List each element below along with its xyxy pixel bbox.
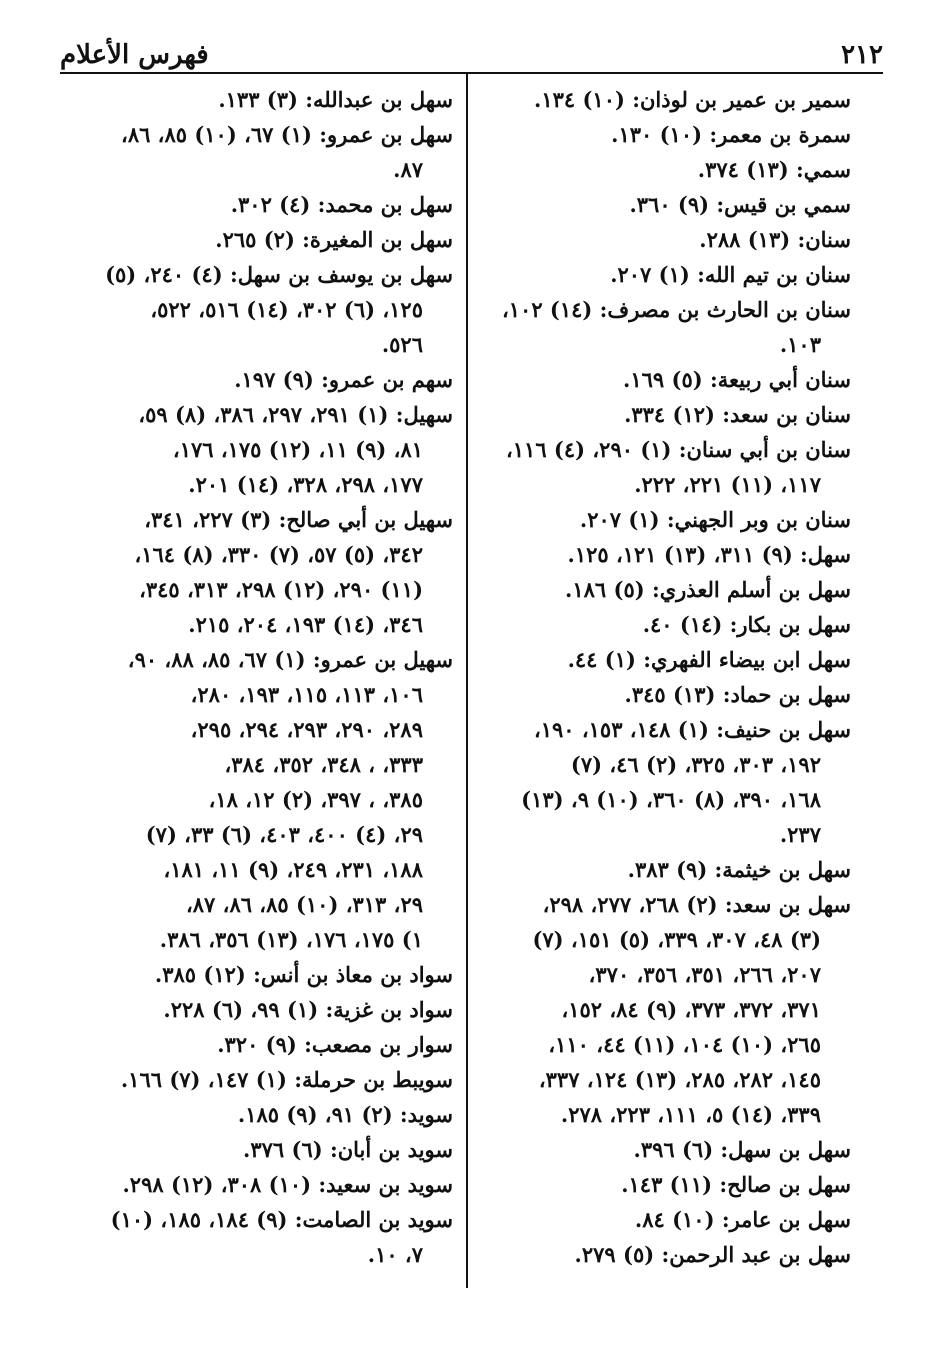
index-entry bbox=[478, 887, 851, 1132]
entry-continuation: ٢٠٧، ٢٦٦، ٣٥١، ٣٥٦، ٣٧٠، bbox=[588, 962, 821, 987]
entry-line: سهل بن عبدالله: (٣) ١٣٣. bbox=[218, 87, 453, 112]
header-rule bbox=[60, 72, 883, 74]
entry-line: سهل بن صالح: (١١) ١٤٣. bbox=[621, 1172, 851, 1197]
entry-line: سويد بن أبان: (٦) ٣٧٦. bbox=[243, 1137, 453, 1162]
entry-continuation: ٧، ١٠. bbox=[367, 1242, 423, 1267]
entry-line: سهل بن حماد: (١٣) ٣٤٥. bbox=[624, 682, 851, 707]
index-entry bbox=[478, 537, 851, 572]
entry-line: سهل بن عامر: (١٠) ٨٤. bbox=[634, 1207, 851, 1232]
entry-continuation: (١١) ٢٩٠، (١٢) ٢٩٨، ٣١٣، ٣٤٥، bbox=[139, 577, 423, 602]
entry-line: سنان بن وبر الجهني: (١) ٢٠٧. bbox=[579, 507, 851, 532]
entry-line: سويبط بن حرملة: (١) ١٤٧، (٧) ١٦٦. bbox=[120, 1067, 453, 1092]
index-entry bbox=[78, 117, 453, 187]
index-entry bbox=[78, 1132, 453, 1167]
entry-line: سهل بن عمرو: (١) ٦٧، (١٠) ٨٥، ٨٦، bbox=[121, 122, 453, 147]
entry-line: سنان بن أبي سنان: (١) ٢٩٠، (٤) ١١٦، bbox=[505, 437, 851, 462]
index-entry bbox=[478, 852, 851, 887]
index-entry bbox=[478, 1167, 851, 1202]
entry-continuation: ٣٧١، ٣٧٢، ٣٧٣، (٩) ٨٤، ١٥٢، bbox=[561, 997, 821, 1022]
entry-continuation: ١٩٢، ٣٠٣، ٣٢٥، (٢) ٤٦، (٧) bbox=[570, 752, 821, 777]
index-entry bbox=[478, 117, 851, 152]
index-entry bbox=[78, 362, 453, 397]
entry-line: سنان بن الحارث بن مصرف: (١٤) ١٠٢، bbox=[501, 297, 851, 322]
right-column bbox=[478, 82, 851, 1272]
index-entry bbox=[478, 607, 851, 642]
index-entry bbox=[478, 257, 851, 292]
entry-line: سنان بن تيم الله: (١) ٢٠٧. bbox=[610, 262, 851, 287]
running-title: فهرس الأعلام bbox=[60, 40, 209, 70]
entry-line: سهيل بن عمرو: (١) ٦٧، ٨٥، ٨٨، ٩٠، bbox=[127, 647, 453, 672]
entry-line: سهل بن خيثمة: (٩) ٣٨٣. bbox=[627, 857, 851, 882]
page-number: ٢١٢ bbox=[841, 40, 883, 70]
entry-line: سهل بن يوسف بن سهل: (٤) ٢٤٠، (٥) bbox=[105, 262, 453, 287]
index-entry bbox=[78, 957, 453, 992]
index-entry bbox=[78, 222, 453, 257]
entry-continuation: ١٠٦، ١١٣، ١١٥، ١٩٣، ٢٨٠، bbox=[190, 682, 423, 707]
index-entry bbox=[78, 1027, 453, 1062]
entry-line: سويد بن الصامت: (٩) ١٨٤، ١٨٥، (١٠) bbox=[110, 1207, 453, 1232]
entry-continuation: ٢٩، ٣١٣، (١٠) ٨٥، ٨٦، ٨٧، bbox=[186, 892, 423, 917]
index-entry bbox=[478, 712, 851, 852]
entry-continuation: (٣) ٤٨، ٣٠٧، ٣٣٩، (٥) ١٥١، (٧) bbox=[532, 927, 821, 952]
index-entry bbox=[478, 362, 851, 397]
index-entry bbox=[78, 642, 453, 957]
entry-line: سهل بن محمد: (٤) ٣٠٢. bbox=[230, 192, 453, 217]
entry-line: سمير بن عمير بن لوذان: (١٠) ١٣٤. bbox=[534, 87, 851, 112]
entry-line: سنان: (١٣) ٢٨٨. bbox=[699, 227, 851, 252]
index-entry bbox=[78, 187, 453, 222]
entry-continuation: ٢٣٧. bbox=[779, 822, 821, 847]
entry-continuation: ١١٧، (١١) ٢٢١، ٢٢٢. bbox=[634, 472, 821, 497]
index-entry bbox=[78, 1097, 453, 1132]
entry-continuation: ٣٣٩، (١٤) ٥، ١١١، ٢٢٣، ٢٧٨. bbox=[560, 1102, 821, 1127]
entry-line: سويد بن سعيد: (١٠) ٣٠٨، (١٢) ٢٩٨. bbox=[122, 1172, 453, 1197]
entry-continuation: ١٦٨، ٣٩٠، (٨) ٣٦٠، (١٠) ٩، (١٣) bbox=[521, 787, 821, 812]
entry-continuation: ٣٤٢، (٥) ٥٧، (٧) ٣٣٠، (٨) ١٦٤، bbox=[134, 542, 423, 567]
index-entry bbox=[478, 222, 851, 257]
index-entry bbox=[478, 1237, 851, 1272]
index-entry bbox=[78, 397, 453, 502]
index-entry bbox=[78, 502, 453, 642]
index-entry bbox=[78, 992, 453, 1027]
index-entry bbox=[478, 152, 851, 187]
entry-line: سهيل: (١) ٢٩١، ٢٩٧، ٣٨٦، (٨) ٥٩، bbox=[138, 402, 453, 427]
entry-line: سهل بن سهل: (٦) ٣٩٦. bbox=[633, 1137, 851, 1162]
entry-continuation: ١٢٥، (٦) ٣٠٢، (١٤) ٥١٦، ٥٢٢، bbox=[150, 297, 423, 322]
entry-line: سهل بن حنيف: (١) ١٤٨، ١٥٣، ١٩٠، bbox=[533, 717, 851, 742]
entry-line: سواد بن معاذ بن أنس: (١٢) ٣٨٥. bbox=[154, 962, 453, 987]
index-entry bbox=[78, 1062, 453, 1097]
index-entry bbox=[478, 292, 851, 362]
entry-line: سهل بن بكار: (١٤) ٤٠. bbox=[642, 612, 851, 637]
index-entry bbox=[478, 677, 851, 712]
entry-continuation: ٢٦٥، (١٠) ١٠٤، (١١) ٤٤، ١١٠، bbox=[548, 1032, 821, 1057]
index-entry bbox=[78, 82, 453, 117]
entry-line: سهل ابن بيضاء الفهري: (١) ٤٤. bbox=[567, 647, 851, 672]
entry-continuation: ٨٧. bbox=[393, 157, 423, 182]
entry-continuation: ٨١، (٩) ١١، (١٢) ١٧٥، ١٧٦، bbox=[172, 437, 423, 462]
entry-continuation: ٢٩، (٤) ٤٠٠، ٤٠٣، (٦) ٣٣، (٧) bbox=[145, 822, 423, 847]
entry-continuation: ١٧٧، ٢٩٨، ٣٢٨، (١٤) ٢٠١. bbox=[188, 472, 423, 497]
index-entry bbox=[478, 502, 851, 537]
entry-line: سمي: (١٣) ٣٧٤. bbox=[697, 157, 851, 182]
entry-line: سنان أبي ربيعة: (٥) ١٦٩. bbox=[623, 367, 851, 392]
index-entry bbox=[478, 572, 851, 607]
index-entry bbox=[478, 82, 851, 117]
entry-line: سهل بن المغيرة: (٢) ٢٦٥. bbox=[215, 227, 453, 252]
index-entry bbox=[478, 397, 851, 432]
index-entry bbox=[478, 187, 851, 222]
entry-line: سهل بن سعد: (٢) ٢٦٨، ٢٧٧، ٢٩٨، bbox=[542, 892, 851, 917]
entry-continuation: ١٤٥، ٢٨٢، ٢٨٥، (١٣) ١٢٤، ٣٣٧، bbox=[538, 1067, 821, 1092]
entry-line: سويد: (٢) ٩١، (٩) ١٨٥. bbox=[237, 1102, 453, 1127]
entry-line: سمي بن قيس: (٩) ٣٦٠. bbox=[629, 192, 851, 217]
index-entry bbox=[78, 1202, 453, 1272]
entry-continuation: ١) ١٧٥، ١٧٦، (١٣) ٣٥٦، ٣٨٦. bbox=[159, 927, 423, 952]
index-entry bbox=[478, 1132, 851, 1167]
entry-line: سنان بن سعد: (١٢) ٣٣٤. bbox=[624, 402, 851, 427]
left-column bbox=[78, 82, 453, 1272]
entry-line: سهل: (٩) ٣١١، (١٣) ١٢١، ١٢٥. bbox=[567, 542, 851, 567]
entry-line: سهم بن عمرو: (٩) ١٩٧. bbox=[234, 367, 453, 392]
entry-continuation: ٣٣٣، ، ٣٤٨، ٣٥٢، ٣٨٤، bbox=[224, 752, 423, 777]
column-divider bbox=[466, 74, 468, 1288]
entry-line: سهيل بن أبي صالح: (٣) ٢٢٧، ٣٤١، bbox=[144, 507, 453, 532]
page-header bbox=[60, 28, 883, 70]
index-entry bbox=[78, 1167, 453, 1202]
entry-line: سواد بن غزية: (١) ٩٩، (٦) ٢٢٨. bbox=[163, 997, 453, 1022]
entry-continuation: ١٠٣. bbox=[779, 332, 821, 357]
entry-line: سمرة بن معمر: (١٠) ١٣٠. bbox=[611, 122, 851, 147]
entry-continuation: ٥٢٦. bbox=[381, 332, 423, 357]
index-entry bbox=[478, 642, 851, 677]
entry-continuation: ٣٨٥، ، ٣٩٧، (٢) ١٢، ١٨، bbox=[208, 787, 423, 812]
entry-line: سهل بن أسلم العذري: (٥) ١٨٦. bbox=[565, 577, 851, 602]
entry-line: سهل بن عبد الرحمن: (٥) ٢٧٩. bbox=[574, 1242, 851, 1267]
index-entry bbox=[78, 257, 453, 362]
index-entry bbox=[478, 1202, 851, 1237]
entry-continuation: ٢٨٩، ٢٩٠، ٢٩٣، ٢٩٤، ٢٩٥، bbox=[190, 717, 423, 742]
entry-line: سوار بن مصعب: (٩) ٣٢٠. bbox=[217, 1032, 453, 1057]
index-entry bbox=[478, 432, 851, 502]
entry-continuation: ١٨٨، ٢٣١، ٢٤٩، (٩) ١١، ١٨١، bbox=[163, 857, 423, 882]
entry-continuation: ٣٤٦، (١٤) ١٩٣، ٢٠٤، ٢١٥. bbox=[188, 612, 423, 637]
